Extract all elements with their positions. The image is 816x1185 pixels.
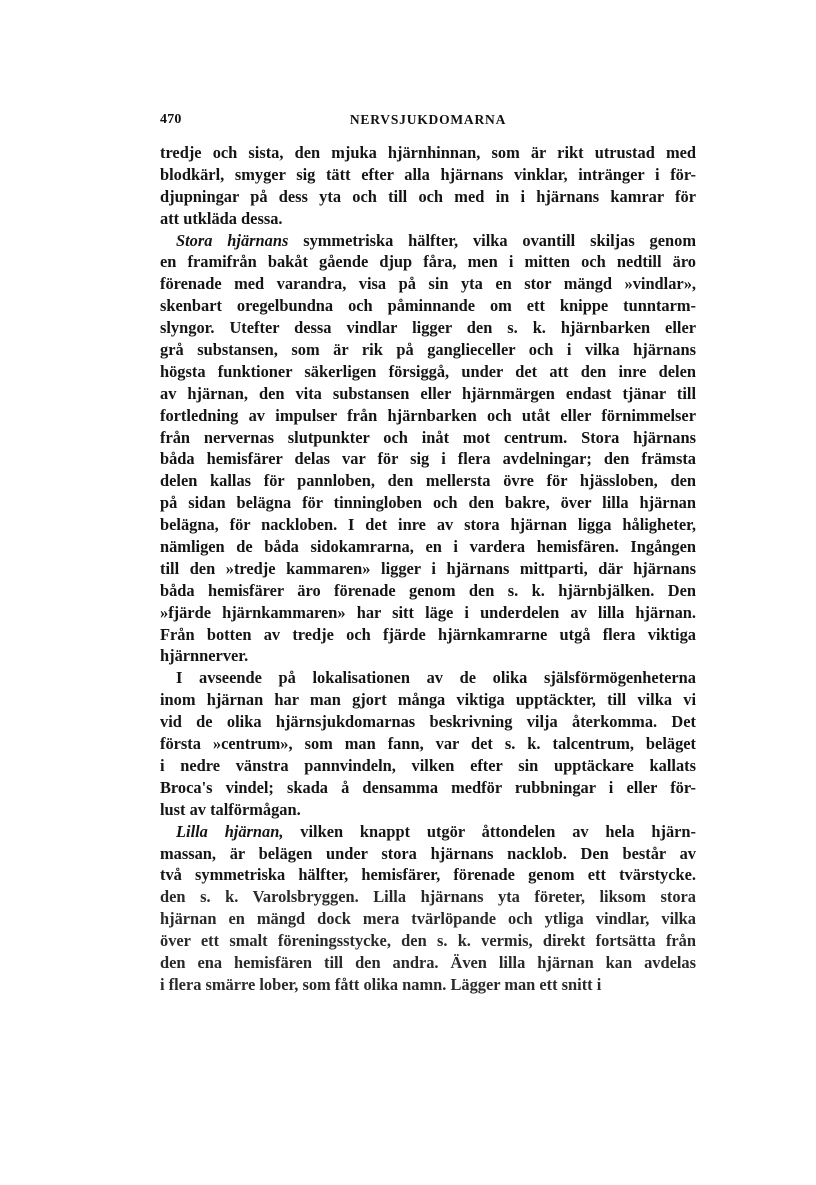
page-number: 470 [160, 112, 182, 127]
text-line [160, 580, 696, 602]
text-line [160, 930, 696, 952]
text-line [160, 470, 696, 492]
text-line [160, 602, 696, 624]
line-text: »fjärde hjärnkammaren» har sitt läge i underdelen av lilla hjärnan. [160, 602, 696, 622]
line-text: nämligen de båda sidokamrarna, en i vardera hemisfären. Ingången [160, 537, 696, 557]
text-line [160, 448, 696, 470]
line-text: delen kallas för pannloben, den mellersta övre för hjässloben, den [160, 471, 696, 491]
line-text: båda hemisfärer delas var för sig i flera avdelningar; den främsta [160, 449, 696, 469]
line-text: på sidan belägna för tinningloben och den bakre, över lilla hjärnan [160, 493, 696, 513]
text-line [160, 383, 696, 405]
text-line [160, 733, 696, 755]
line-text: vilken knappt utgör åttondelen av hela hjärn- [283, 821, 696, 841]
running-head: NERVSJUKDOMARNA [349, 112, 507, 127]
text-line [160, 645, 696, 667]
line-text: skenbart oregelbundna och påminnande om ett knippe tunntarm- [160, 296, 696, 316]
text-line [160, 295, 696, 317]
line-text: förenade med varandra, visa på sin yta en stor mängd »vindlar», [160, 274, 696, 294]
line-text: slyngor. Utefter dessa vindlar ligger den s. k. hjärnbarken eller [160, 318, 696, 338]
line-text: massan, är belägen under stora hjärnans nacklob. Den består av [160, 843, 696, 863]
line-text: hjärnan en mängd dock mera tvärlöpande och ytliga vindlar, vilka [160, 909, 696, 929]
text-line [160, 908, 696, 930]
text-line [160, 536, 696, 558]
text-line [160, 164, 696, 186]
line-text: i nedre vänstra pannvindeln, vilken efter sin upptäckare kallats [160, 755, 696, 775]
line-text: två symmetriska hälfter, hemisfärer, förenade genom ett tvärstycke. [160, 865, 696, 885]
text-line [160, 689, 696, 711]
text-line [160, 624, 696, 646]
line-text: Broca's vindel; skada å densamma medför rubbningar i eller för- [160, 777, 696, 797]
text-line [160, 821, 696, 843]
text-line [160, 952, 696, 974]
italic-term: Stora hjärnans [176, 230, 289, 250]
text-line [160, 361, 696, 383]
line-text: lust av talförmågan. [160, 799, 301, 819]
line-text: den ena hemisfären till den andra. Även lilla hjärnan kan avdelas [160, 952, 696, 972]
line-text: första »centrum», som man fann, var det s. k. talcentrum, beläget [160, 734, 696, 754]
line-text: tredje och sista, den mjuka hjärnhinnan, som är rikt utrustad med [160, 143, 696, 162]
text-line [160, 142, 696, 164]
line-text: I avseende på lokalisationen av de olika själsförmögenheterna [176, 668, 696, 688]
text-line [160, 514, 696, 536]
text-line [160, 755, 696, 777]
line-text: att utkläda dessa. [160, 208, 283, 228]
line-text: i flera smärre lober, som fått olika namn. Lägger man ett snitt i [160, 974, 602, 994]
line-text: Från botten av tredje och fjärde hjärnkamrarne utgå flera viktiga [160, 624, 696, 644]
text-line [160, 230, 696, 252]
text-line [160, 339, 696, 361]
text-line [160, 492, 696, 514]
text-line [160, 799, 696, 821]
line-text: en framifrån bakåt gående djup fåra, men i mitten och nedtill äro [160, 252, 696, 272]
text-line [160, 317, 696, 339]
line-text: högsta funktioner säkerligen försiggå, under det att den inre delen [160, 361, 696, 381]
line-text: symmetriska hälfter, vilka ovantill skiljas genom [288, 230, 696, 250]
line-text: till den »tredje kammaren» ligger i hjärnans mittparti, där hjärnans [160, 558, 696, 578]
body-text [160, 142, 696, 996]
italic-term: Lilla hjärnan, [176, 821, 284, 841]
text-line [160, 558, 696, 580]
text-line [160, 711, 696, 733]
line-text: av hjärnan, den vita substansen eller hjärnmärgen endast tjänar till [160, 383, 696, 403]
text-line [160, 886, 696, 908]
text-line [160, 777, 696, 799]
text-line [160, 427, 696, 449]
page-header [160, 112, 696, 130]
line-text: djupningar på dess yta och till och med in i hjärnans kamrar för [160, 186, 696, 206]
line-text: belägna, för nackloben. I det inre av stora hjärnan ligga håligheter, [160, 515, 696, 535]
text-line [160, 186, 696, 208]
text-line [160, 405, 696, 427]
line-text: från nervernas slutpunkter och inåt mot centrum. Stora hjärnans [160, 427, 696, 447]
text-line [160, 208, 696, 230]
line-text: inom hjärnan har man gjort många viktiga upptäckter, till vilka vi [160, 690, 696, 710]
line-text: vid de olika hjärnsjukdomarnas beskrivning vilja återkomma. Det [160, 712, 696, 732]
line-text: grå substansen, som är rik på ganglieceller och i vilka hjärnans [160, 340, 696, 360]
text-line [160, 864, 696, 886]
text-line [160, 843, 696, 865]
text-line [160, 251, 696, 273]
line-text: över ett smalt föreningsstycke, den s. k. vermis, direkt fortsätta från [160, 931, 696, 951]
text-line [160, 273, 696, 295]
line-text: båda hemisfärer äro förenade genom den s. k. hjärnbjälken. Den [160, 580, 696, 600]
line-text: fortledning av impulser från hjärnbarken och utåt eller förnimmelser [160, 405, 696, 425]
line-text: den s. k. Varolsbryggen. Lilla hjärnans yta företer, liksom stora [160, 887, 696, 907]
text-line [160, 667, 696, 689]
line-text: hjärnnerver. [160, 646, 249, 666]
line-text: blodkärl, smyger sig tätt efter alla hjärnans vinklar, intränger i för- [160, 164, 696, 184]
text-line [160, 974, 696, 996]
